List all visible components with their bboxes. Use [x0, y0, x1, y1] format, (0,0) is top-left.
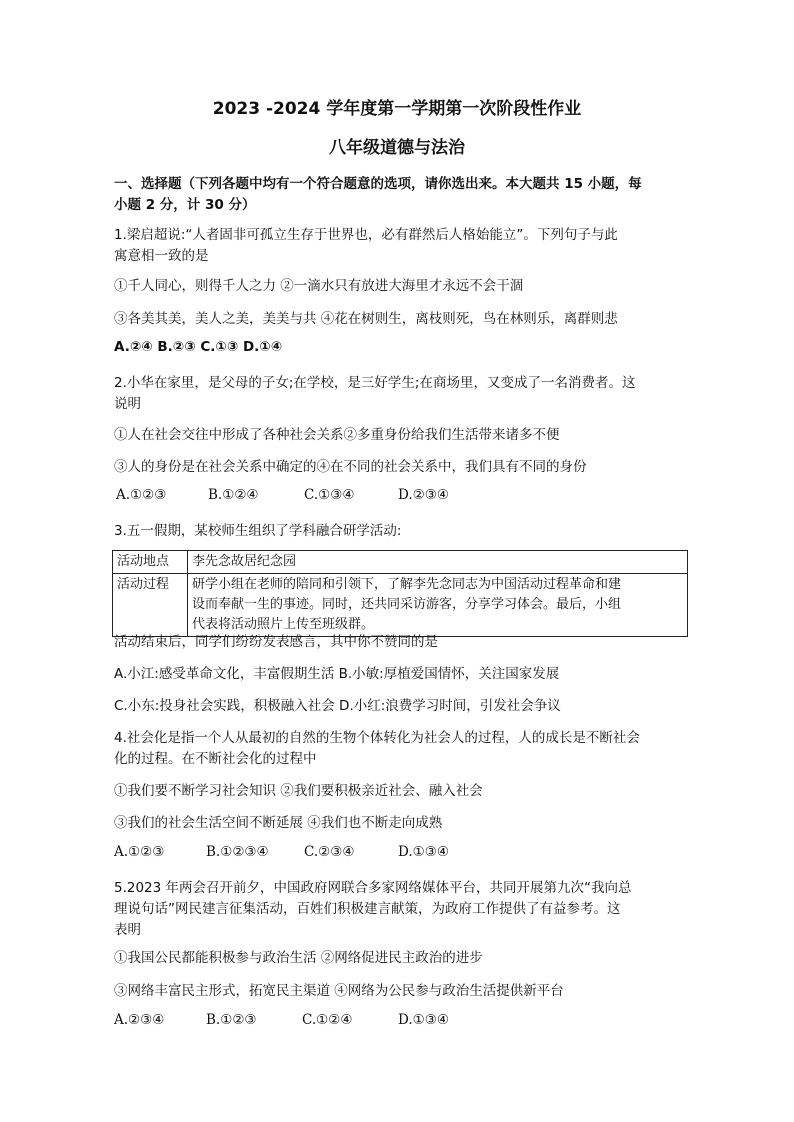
- q2-option-d: D.②③④: [398, 487, 449, 503]
- q5-stem-line3: 表明: [114, 922, 141, 938]
- q1-item-line1: ①千人同心，则得千人之力 ②一滴水只有放进大海里才永远不会干涸: [114, 278, 524, 294]
- q3-activity-table: [112, 550, 688, 637]
- q4-item-line1: ①我们要不断学习社会知识 ②我们要积极亲近社会、融入社会: [114, 783, 483, 799]
- q4-item-line2: ③我们的社会生活空间不断延展 ④我们也不断走向成熟: [114, 815, 443, 831]
- q5-item-line1: ①我国公民都能积极参与政治生活 ②网络促进民主政治的进步: [114, 950, 483, 966]
- q5-item-line2: ③网络丰富民主形式，拓宽民主渠道 ④网络为公民参与政治生活提供新平台: [114, 983, 564, 999]
- q2-item-line2: ③人的身份是在社会关系中确定的④在不同的社会关系中，我们具有不同的身份: [114, 459, 587, 475]
- q1-item-line2: ③各美其美，美人之美，美美与共 ④花在树则生，离枝则死，鸟在林则乐，离群则悲: [114, 311, 618, 327]
- q3-options-line1: A.小江:感受革命文化，丰富假期生活 B.小敏:厚植爱国情怀，关注国家发展: [114, 666, 560, 682]
- q4-stem-line1: 4.社会化是指一个人从最初的自然的生物个体转化为社会人的过程，人的成长是不断社会: [114, 730, 640, 746]
- table-cell-process-value: [188, 574, 688, 637]
- q3-options-line2: C.小东:投身社会实践，积极融入社会 D.小红:浪费学习时间，引发社会争议: [114, 698, 561, 714]
- q2-option-b: B.①②④: [208, 487, 259, 503]
- q1-stem-line1: 1.梁启超说:“人者固非可孤立生存于世界也，必有群然后人格始能立”。下列句子与此: [114, 227, 618, 243]
- table-cell-location-label: 活动地点: [113, 551, 188, 574]
- q4-stem-line2: 化的过程。在不断社会化的过程中: [114, 751, 317, 767]
- process-text-line1: 研学小组在老师的陪同和引领下，了解李先念同志为中国活动过程革命和建: [192, 577, 622, 592]
- q4-options: [114, 844, 449, 860]
- q3-stem: 3.五一假期，某校师生组织了学科融合研学活动:: [114, 523, 402, 539]
- q4-option-b: B.①②③④: [206, 844, 269, 860]
- exam-subtitle: 八年级道德与法治: [329, 138, 465, 158]
- q2-item-line1: ①人在社会交往中形成了各种社会关系②多重身份给我们生活带来诸多不便: [114, 427, 560, 443]
- q5-option-a: A.②③④: [114, 1012, 165, 1028]
- q3-after-text: 活动结束后，同学们纷纷发表感言，其中你不赞同的是: [114, 634, 438, 650]
- section-heading-line1: 一、选择题（下列各题中均有一个符合题意的选项，请你选出来。本大题共 15 小题，每: [114, 176, 642, 192]
- q2-option-a: A.①②③: [116, 487, 167, 503]
- q5-options: [114, 1012, 449, 1028]
- section-heading-line2: 小题 2 分，计 30 分）: [114, 197, 256, 213]
- q2-stem-line2: 说明: [114, 396, 141, 412]
- table-row: [113, 574, 688, 637]
- process-text-line2: 设而奉献一生的事迹。同时，还共同采访游客，分享学习体会。最后，小组: [192, 597, 622, 612]
- q4-option-c: C.②③④: [304, 844, 355, 860]
- q1-stem-line2: 寓意相一致的是: [114, 248, 209, 264]
- q1-options: A.②④ B.②③ C.①③ D.①④: [114, 339, 283, 355]
- q5-option-c: C.①②④: [302, 1012, 353, 1028]
- exam-title: 2023 -2024 学年度第一学期第一次阶段性作业: [212, 99, 582, 119]
- q5-option-b: B.①②③: [206, 1012, 257, 1028]
- q5-option-d: D.①③④: [398, 1012, 449, 1028]
- q2-stem-line1: 2.小华在家里，是父母的子女;在学校，是三好学生;在商场里，又变成了一名消费者。这: [114, 375, 636, 391]
- q2-option-c: C.①③④: [304, 487, 355, 503]
- table-cell-location-value: 李先念故居纪念园: [188, 551, 688, 574]
- process-text-line3: 代表将活动照片上传至班级群。: [192, 617, 375, 632]
- table-cell-process-label: 活动过程: [113, 574, 188, 637]
- table-row: [113, 551, 688, 574]
- q5-stem-line1: 5.2023 年两会召开前夕，中国政府网联合多家网络媒体平台，共同开展第九次“我向总: [114, 880, 632, 896]
- q4-option-d: D.①③④: [398, 844, 449, 860]
- q4-option-a: A.①②③: [114, 844, 165, 860]
- q2-options: [116, 487, 449, 503]
- q5-stem-line2: 理说句话”网民建言征集活动，百姓们积极建言献策，为政府工作提供了有益参考。这: [114, 901, 621, 917]
